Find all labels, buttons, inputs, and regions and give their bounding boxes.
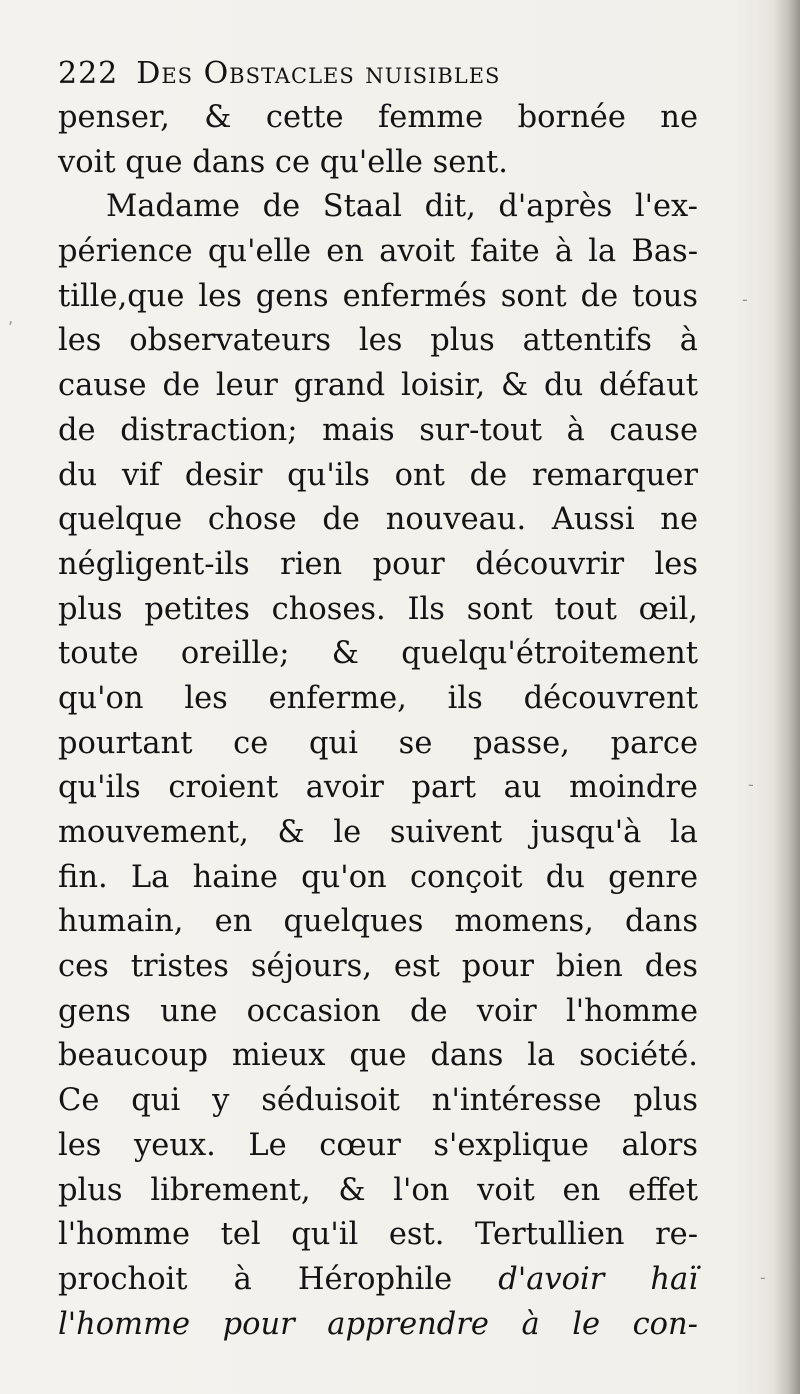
text-line: les observateurs les plus attentifs à bbox=[58, 323, 698, 359]
margin-speck: ʼ bbox=[8, 318, 14, 337]
text-line: périence qu'elle en avoit faite à la Bas- bbox=[58, 234, 698, 270]
text-line: penser, & cette femme bornée ne bbox=[58, 100, 698, 135]
running-title: Des Obstacles nuisibles bbox=[136, 56, 501, 91]
text-line: du vif desir qu'ils ont de remarquer bbox=[58, 457, 698, 493]
text-line: tille,que les gens enfermés sont de tous bbox=[58, 278, 698, 314]
running-header bbox=[58, 52, 698, 96]
italic-text: l'homme pour apprendre à le con- bbox=[58, 1306, 698, 1342]
text-line: négligent-ils rien pour découvrir les bbox=[58, 546, 698, 582]
text-line: plus librement, & l'on voit en effet bbox=[58, 1172, 698, 1208]
text-line: plus petites choses. Ils sont tout œil, bbox=[58, 591, 698, 627]
roman-text: prochoit à Hérophile bbox=[58, 1261, 453, 1297]
text-line: toute oreille; & quelqu'étroitement bbox=[58, 636, 698, 672]
margin-speck: - bbox=[748, 775, 754, 794]
text-line: fin. La haine qu'on conçoit du genre bbox=[58, 859, 698, 895]
margin-speck: - bbox=[760, 1268, 766, 1287]
text-line: Ce qui y séduisoit n'intéresse plus bbox=[58, 1083, 698, 1119]
page-number: 222 bbox=[58, 56, 119, 91]
text-line: voit que dans ce qu'elle sent. bbox=[58, 144, 508, 180]
italic-text: d'avoir haï bbox=[498, 1261, 698, 1297]
text-line: ces tristes séjours, est pour bien des bbox=[58, 949, 698, 985]
text-line: humain, en quelques momens, dans bbox=[58, 904, 698, 940]
text-line: beaucoup mieux que dans la société. bbox=[58, 1038, 698, 1074]
page-text bbox=[58, 52, 698, 1347]
text-line: quelque chose de nouveau. Aussi ne bbox=[58, 502, 698, 538]
text-line: qu'ils croient avoir part au moindre bbox=[58, 770, 698, 806]
text-line: qu'on les enferme, ils découvrent bbox=[58, 680, 698, 716]
paragraph-first-line: Madame de Staal dit, d'après l'ex- bbox=[106, 189, 698, 225]
text-line bbox=[58, 1258, 698, 1303]
page-edge-shadow bbox=[772, 0, 800, 1394]
text-line: cause de leur grand loisir, & du défaut bbox=[58, 368, 698, 404]
text-line: l'homme tel qu'il est. Tertullien re- bbox=[58, 1217, 698, 1253]
text-line bbox=[58, 1303, 698, 1348]
text-line: gens une occasion de voir l'homme bbox=[58, 993, 698, 1029]
text-line: les yeux. Le cœur s'explique alors bbox=[58, 1127, 698, 1163]
text-line: pourtant ce qui se passe, parce bbox=[58, 725, 698, 761]
margin-speck: - bbox=[742, 290, 748, 309]
text-line: de distraction; mais sur-tout à cause bbox=[58, 412, 698, 448]
text-line: mouvement, & le suivent jusqu'à la bbox=[58, 815, 698, 850]
